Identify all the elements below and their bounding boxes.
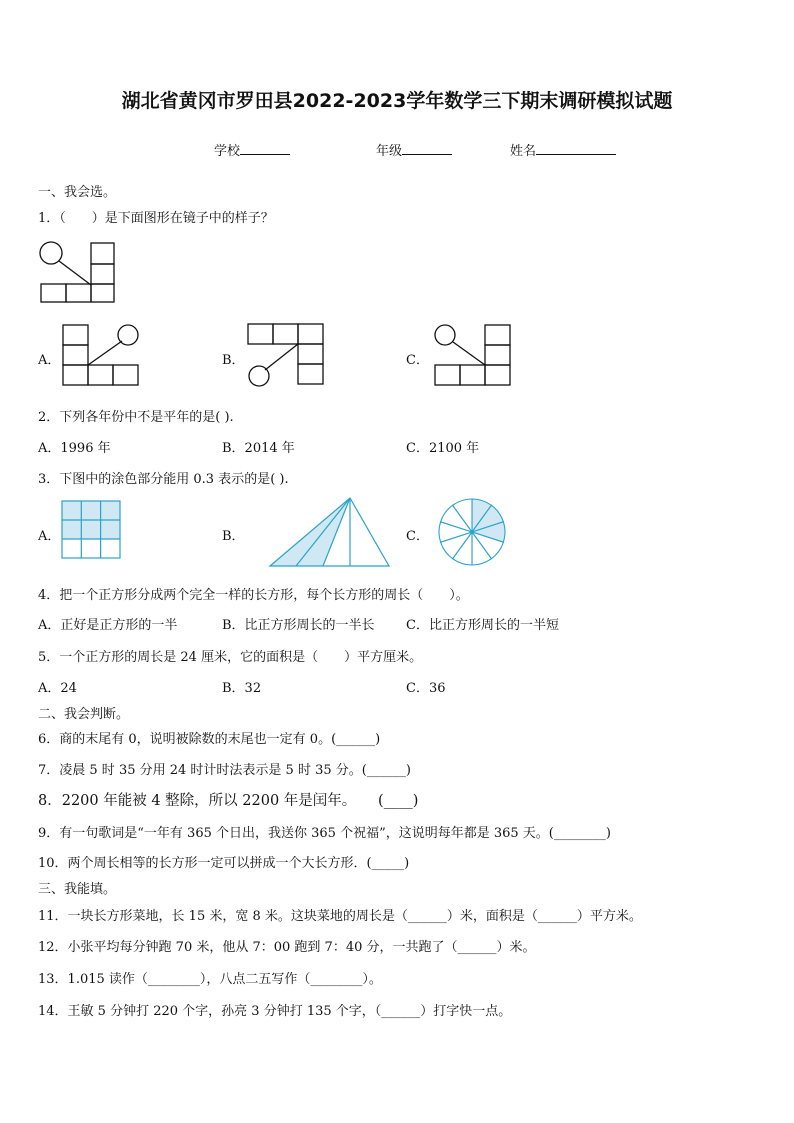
grade-label: 年级 [376,144,403,159]
q1b-square-bottom [298,364,323,384]
q3-option-b-triangle-figure [268,496,392,568]
q1-original-square-b2 [66,284,91,302]
page-title: 湖北省黄冈市罗田县2022-2023学年数学三下期末调研模拟试题 [121,90,673,112]
q1a-circle [118,325,138,345]
q1c-circle [435,325,455,345]
q5-option-c[interactable]: C．36 [406,681,446,696]
q1b-square-mid [298,344,323,364]
q1b-circle [249,366,269,386]
q4-option-a[interactable]: A．正好是正方形的一半 [38,618,178,633]
name-blank [536,141,616,155]
q1c-square-mid [485,345,510,365]
q1a-square-b3 [113,365,138,385]
q3-option-c[interactable]: C． [406,529,429,544]
q3-option-b[interactable]: B． [222,529,245,544]
section-2-heading: 二、我会判断。 [38,707,130,722]
section-1-heading: 一、我会选。 [38,185,117,200]
school-blank [240,141,290,155]
q1a-square-top [63,325,88,345]
q5-option-a[interactable]: A．24 [38,681,77,696]
q1b-square-t1 [248,324,273,344]
q1-option-c-figure [430,323,514,387]
q2-option-c[interactable]: C．2100 年 [406,441,480,456]
school-label: 学校 [214,144,241,159]
q1-original-circle [40,242,62,264]
q1c-square-b3 [485,365,510,385]
q1-original-figure [38,240,118,305]
q1a-square-mid [63,345,88,365]
q5-option-b[interactable]: B．32 [222,681,262,696]
q1b-stick [265,344,298,370]
q2-option-b[interactable]: B．2014 年 [222,441,295,456]
q1a-stick [88,341,122,365]
q1-option-c[interactable]: C． [406,353,429,368]
q1-option-a[interactable]: A． [38,353,61,368]
q4-option-c[interactable]: C．比正方形周长的一半短 [406,618,559,633]
q3-option-a-grid-figure [61,500,123,560]
q1-option-b-figure [244,322,326,388]
grade-field [376,140,452,159]
q1a-square-b2 [88,365,113,385]
question-3: 3．下图中的涂色部分能用 0.3 表示的是( ). [38,472,289,487]
q1-original-square-b1 [41,284,66,302]
q1c-square-b1 [435,365,460,385]
question-13: 13．1.015 读作（________），八点二五写作（________）。 [38,972,382,987]
q1b-square-t3 [298,324,323,344]
question-7: 7．凌晨 5 时 35 分用 24 时计时法表示是 5 时 35 分。(______) [38,763,411,778]
question-11: 11．一块长方形菜地，长 15 米，宽 8 米。这块菜地的周长是（______）米，面积是（______）平方米。 [38,909,642,924]
grade-blank [402,141,452,155]
question-14: 14．王敏 5 分钟打 220 个字，孙亮 3 分钟打 135 个字，（______）打字快一点。 [38,1004,512,1019]
school-field [214,140,290,159]
name-field [510,140,616,159]
q1b-square-t2 [273,324,298,344]
q1c-square-top [485,325,510,345]
q2-option-a[interactable]: A．1996 年 [38,441,111,456]
question-12: 12．小张平均每分钟跑 70 米，他从 7：00 跑到 7：40 分，一共跑了（______）米。 [38,940,536,955]
q1c-stick [453,342,485,365]
q3a-unshaded-row [62,539,120,558]
q4-option-b[interactable]: B．比正方形周长的一半长 [222,618,375,633]
q1a-square-b1 [63,365,88,385]
q1-option-a-figure [60,323,142,387]
q1-original-square-top [91,243,114,264]
question-9: 9．有一句歌词是“一年有 365 个日出，我送你 365 个祝福”，这说明每年都是 365 天。(________) [38,826,611,841]
q1-original-square-mid [91,264,114,284]
question-5: 5．一个正方形的周长是 24 厘米，它的面积是（ ）平方厘米。 [38,650,423,665]
q1-original-stick [59,261,91,285]
q1-original-square-b3 [91,284,114,302]
question-2: 2．下列各年份中不是平年的是( ). [38,410,234,425]
question-8: 8．2200 年能被 4 整除，所以 2200 年是闰年。 (____) [38,793,419,809]
question-10: 10．两个周长相等的长方形一定可以拼成一个大长方形．(_____) [38,856,410,871]
q1c-square-b2 [460,365,485,385]
q3-option-c-circle-figure [437,498,507,568]
question-1: 1．（ ）是下面图形在镜子中的样子？ [38,211,274,226]
q3-option-a[interactable]: A． [38,529,61,544]
q1-option-b[interactable]: B． [222,353,245,368]
question-4: 4．把一个正方形分成两个完全一样的长方形，每个长方形的周长（ ）。 [38,588,469,603]
section-3-heading: 三、我能填。 [38,882,117,897]
question-6: 6．商的末尾有 0，说明被除数的末尾也一定有 0。(______) [38,732,381,747]
name-label: 姓名 [510,144,537,159]
